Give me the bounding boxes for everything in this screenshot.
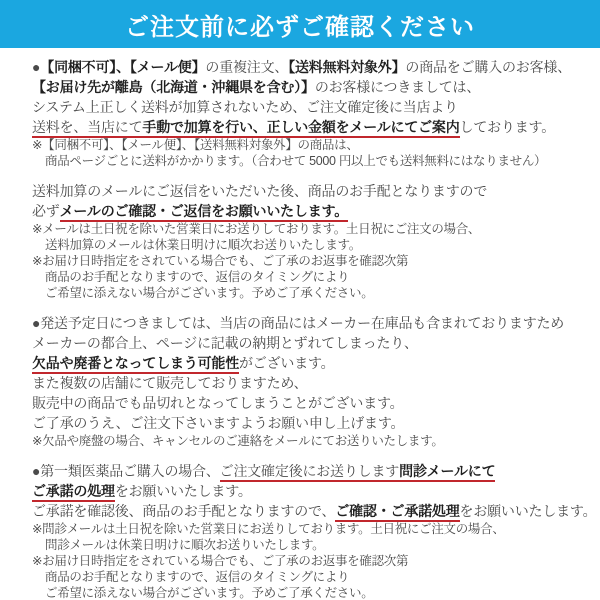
text-segment: 必ず (32, 203, 60, 219)
text-segment: ご希望に添えない場合がございます。予めご了承ください。 (45, 286, 374, 300)
text-segment: がございます。 (239, 355, 335, 371)
notice-line (32, 353, 594, 373)
text-segment: のお客様につきましては、 (314, 79, 481, 95)
highlighted-text-segment: メールのご確認・ご返信をお願いいたします。 (60, 203, 348, 222)
text-segment: 送料加算のメールにご返信をいただいた後、商品のお手配となりますので (32, 183, 488, 199)
highlighted-text-segment: 欠品や廃番となってしまう可能性 (32, 355, 239, 374)
notice-line (32, 201, 594, 221)
text-segment: ※問診メールは土日祝を除いた営業日にお送りしております。土日祝にご注文の場合、 (32, 522, 505, 536)
notice-line (32, 181, 594, 201)
notice-line (32, 393, 594, 413)
text-segment: をお願いいたします。 (459, 503, 597, 519)
highlighted-text-segment: ご注文確定後にお送りします (220, 463, 399, 482)
notice-line (32, 501, 597, 521)
notice-line (32, 521, 594, 537)
notice-line (32, 413, 594, 433)
notice-section-pharmaceutical-approval (32, 461, 597, 600)
text-segment: 【お届け先が離島（北海道・沖縄県を含む）】 (32, 79, 315, 95)
text-segment: ご希望に添えない場合がございます。予めご了承ください。 (45, 586, 374, 600)
notice-title: ご注文前に必ずご確認ください (125, 13, 475, 41)
notice-line (32, 585, 594, 600)
highlighted-text-segment: 問診メールにて (399, 463, 495, 482)
text-segment: ※お届け日時指定をされている場合でも、ご了承のお返事を確認次第 (32, 554, 409, 568)
notice-line (32, 313, 594, 333)
notice-line (32, 253, 594, 269)
text-segment: ●発送予定日につきましては、当店の商品にはメーカー在庫品も含まれておりますため (32, 315, 565, 331)
highlighted-text-segment: 手動で加算を行い、正しい金額をメールにてご案内 (142, 119, 459, 138)
notice-line (32, 481, 594, 501)
text-segment: 問診メールは休業日明けに順次お送りいたします。 (45, 538, 325, 552)
text-segment: ※お届け日時指定をされている場合でも、ご了承のお返事を確認次第 (32, 254, 409, 268)
text-segment: ●第一類医薬品ご購入の場合、 (32, 463, 220, 479)
text-segment: をお願いいたします。 (114, 483, 252, 499)
text-segment: 商品のお手配となりますので、返信のタイミングにより (45, 270, 350, 284)
highlighted-text-segment: 送料を、当店にて (32, 119, 142, 138)
text-segment: また複数の店舗にて販売しておりますため、 (32, 375, 308, 391)
notice-line (32, 373, 594, 393)
notice-line (32, 117, 594, 137)
notice-line (32, 237, 594, 253)
notice-line (32, 433, 594, 449)
notice-line (32, 553, 594, 569)
notice-line (32, 537, 594, 553)
notice-line (32, 77, 594, 97)
text-segment: ● (32, 59, 41, 75)
notice-line (32, 153, 594, 169)
highlighted-text-segment: ご確認・ご承諾処理 (335, 503, 459, 522)
text-segment: の商品をご購入のお客様、 (405, 59, 572, 75)
text-segment: 商品のお手配となりますので、返信のタイミングにより (45, 570, 350, 584)
notice-line (32, 285, 594, 301)
notice-body (0, 48, 600, 600)
text-segment: ご了承のうえ、ご注文下さいますようお願い申し上げます。 (32, 415, 405, 431)
notice-section-shipping-surcharge (32, 57, 594, 169)
notice-line (32, 269, 594, 285)
text-segment: しております。 (459, 119, 556, 135)
text-segment: 商品ページごとに送料がかかります。（合わせて 5000 円以上でも送料無料にはなりません） (45, 154, 547, 168)
notice-line (32, 57, 594, 77)
notice-line (32, 333, 594, 353)
text-segment: の重複注文、 (205, 59, 289, 75)
notice-line (32, 137, 594, 153)
text-segment: 販売中の商品でも品切れとなってしまうことがございます。 (32, 395, 404, 411)
text-segment: ※【同梱不可】、【メール便】、【送料無料対象外】の商品は、 (32, 138, 359, 152)
notice-section-shipping-schedule (32, 313, 594, 449)
text-segment: ご承諾を確認後、商品のお手配となりますので、 (32, 503, 336, 519)
text-segment: 【送料無料対象外】 (288, 59, 406, 75)
notice-section-mail-reply (32, 181, 594, 301)
text-segment: メーカーの都合上、ページに記載の納期とずれてしまったり、 (32, 335, 418, 351)
notice-line (32, 97, 594, 117)
notice-line (32, 221, 594, 237)
text-segment: ※メールは土日祝を除いた営業日にお送りしております。土日祝にご注文の場合、 (32, 222, 481, 236)
notice-header (0, 0, 600, 48)
highlighted-text-segment: ご承諾の処理 (32, 483, 115, 502)
notice-line (32, 569, 594, 585)
text-segment: 送料加算のメールは休業日明けに順次お送りいたします。 (45, 238, 361, 252)
text-segment: 【同梱不可】、【メール便】 (40, 59, 206, 75)
text-segment: ※欠品や廃盤の場合、キャンセルのご連絡をメールにてお送りいたします。 (32, 434, 444, 448)
text-segment: システム上正しく送料が加算されないため、ご注文確定後に当店より (32, 99, 458, 115)
notice-line (32, 461, 594, 481)
